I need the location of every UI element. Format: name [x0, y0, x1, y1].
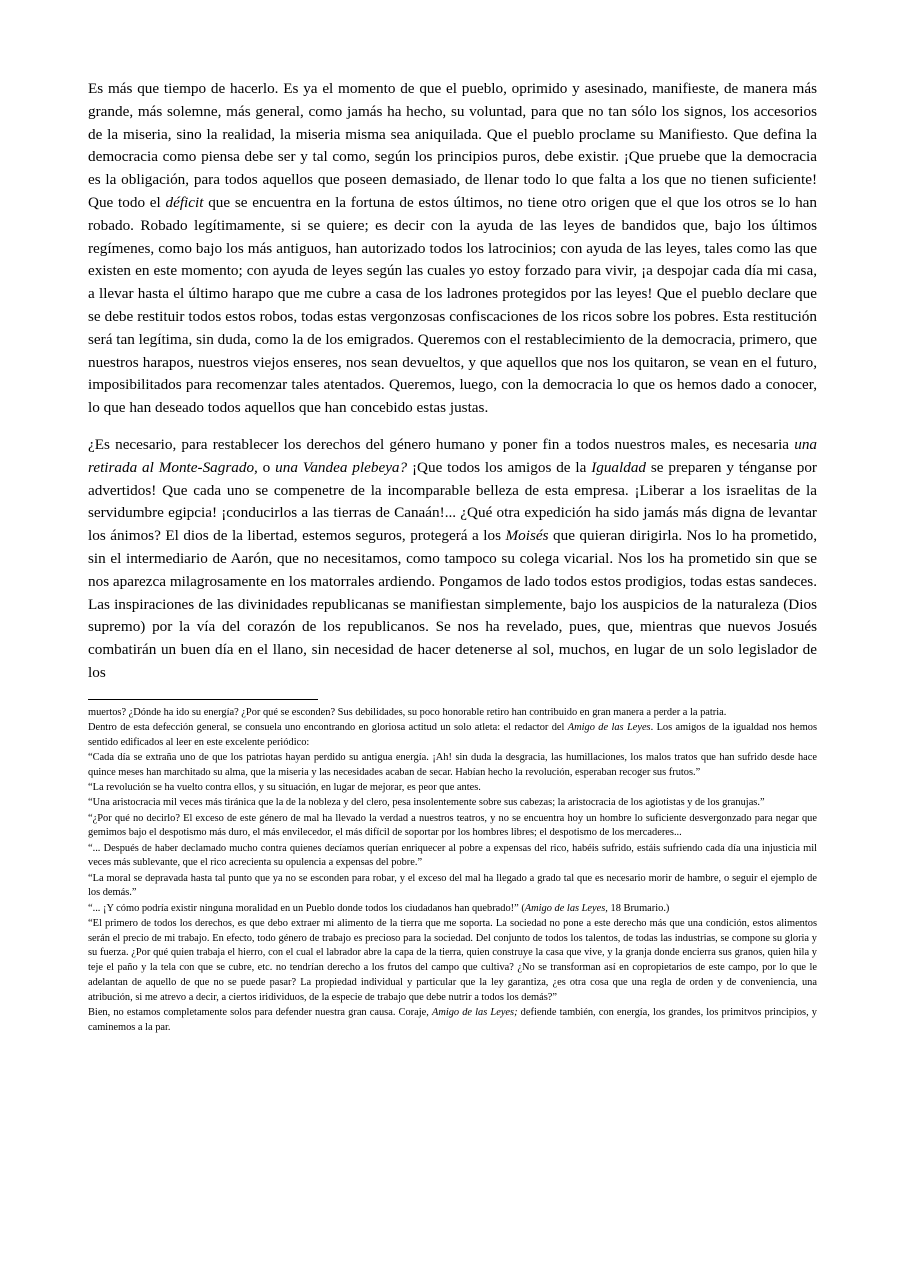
footnote-line: “La moral se depravada hasta tal punto que ya no se esconden para robar, y el exceso del mal ha llegado a grado tal que es necesario morir de hambre, o seguir el ejemplo de los demás.”	[88, 872, 817, 899]
footnote-line: “Una aristocracia mil veces más tiránica que la de la nobleza y del clero, pesa insolentemente sobre sus cabezas; la aristocracia de los agiotistas y de los granujas.”	[88, 797, 765, 809]
footnote-line: “... Después de haber declamado mucho contra quienes decíamos querían enriquecer al pobre a expensas del rico, habéis sufrido, estáis sufriendo cada día una injusticia mil veces más sublevante, que el rico acrecienta su opulencia a expensas del pobre.”	[88, 842, 817, 869]
footnote-separator-rule	[88, 699, 318, 700]
footnote-line: Dentro de esta defección general, se consuela uno encontrando en gloriosa actitud un solo atleta: el redactor del Amigo de las Leyes. Los amigos de la igualdad nos hemos sentido edificados al leer en este excelente periódico:	[88, 721, 818, 748]
footnote-line: “... ¡Y cómo podría existir ninguna moralidad en un Pueblo donde todos los ciudadanos han quebrado!” (Amigo de las Leyes, 18 Brumario.)	[88, 902, 670, 914]
footnote-line: “El primero de todos los derechos, es que debo extraer mi alimento de la tierra que me soporta. La sociedad no pone a este derecho más que una condición, estos alimentos serán el precio de mi trabajo. En efecto, todo género de trabajo es precioso para la sociedad. Del conjunto de todos los talentos, de todas las industrias, se compone su gloria y su fuerza. ¿Por qué quien trabaja el hierro, con el cual el labrador abre la capa de la tierra, quien construye la casa que vive, y la granja donde encierra sus granos, quien hila y teje el paño y la tela con que se cubre, etc. no tendrían derecho a los frutos del campo que cultiva? ¿No se transforman así en copropietarios de este campo, por lo que le adelantan de aquello de que no se puede pasar? La propiedad individual y particular que la ley garantiza, ¿es otra cosa que una regla de orden y de conveniencia, una atribución, si me atrevo a decir, a ciertos iridividuos, de la especie de trabajo que debe nutrir a todos los demás?”	[88, 917, 817, 1003]
footnote-line: “¿Por qué no decirlo? El exceso de este género de mal ha llevado la verdad a nuestros teatros, y no se encuentra hoy un hombre lo suficiente desvergonzado para negar que gemimos bajo el despotismo más duro, el más envilecedor, el más difícil de soportar por los hombres libres; el despotismo de los mercaderes...	[88, 812, 817, 839]
footnote-line: muertos? ¿Dónde ha ido su energía? ¿Por qué se esconden? Sus debilidades, su poco honorable retiro han contribuido en gran manera a perder a la patria.	[88, 706, 727, 718]
paragraph-1: Es más que tiempo de hacerlo. Es ya el momento de que el pueblo, oprimido y asesinado, manifieste, de manera más grande, más solemne, más general, como jamás ha hecho, su voluntad, para que no tan sólo los signos, los accesorios de la miseria, sino la realidad, la miseria misma sea aniquilada. Que el pueblo proclame su Manifiesto. Que defina la democracia como piensa debe ser y tal como, según los principios puros, debe existir. ¡Que pruebe que la democracia es la obligación, para todos aquellos que poseen demasiado, de llenar todo lo que falta a los que no tienen suficiente! Que todo el déficit que se encuentra en la fortuna de estos últimos, no tiene otro origen que el que los otros se lo han robado. Robado legítimamente, si se quiere; es decir con la ayuda de las leyes de bandidos que, bajo los últimos regímenes, como bajo los más antiguos, han autorizado todos los latrocinios; con ayuda de las leyes, tales como las que existen en este momento; con ayuda de leyes según las cuales yo estoy forzado para vivir, ¡a despojar cada día mi casa, a llevar hasta el último harapo que me cubre a casa de los ladrones protegidos por las leyes! Que el pueblo declare que se debe restituir todos estos robos, todas estas vergonzosas confiscaciones de los ricos sobre los pobres. Esta restitución será tan legítima, sin duda, como la de los emigrados. Queremos con el restablecimiento de la democracia, primero, que nuestros harapos, nuestros viejos enseres, nos sean devueltos, y que aquellos que nos los quitaron, se vean en el futuro, imposibilitados para recomenzar tales atentados. Queremos, luego, con la democracia lo que os hemos dado a conocer, lo que han deseado todos aquellos que han concebido estas justas.	[88, 80, 818, 417]
footnote-line: “Cada día se extraña uno de que los patriotas hayan perdido su antigua energía. ¡Ah! sin duda la desgracia, las humillaciones, los malos tratos que han sufrido desde hace quince meses han marchitado su alma, que la miseria y las necesidades acaban de secar. Habían hecho la revolución, esperaban recoger sus frutos.”	[88, 752, 817, 778]
footnote-line: Bien, no estamos completamente solos para defender nuestra gran causa. Coraje, Amigo de las Leyes; defiende también, con energía, los grandes, los primitvos principios, y caminemos a la par.	[88, 1007, 817, 1033]
main-body-text	[88, 78, 817, 685]
footnotes-block	[88, 706, 817, 1036]
paragraph-2: ¿Es necesario, para restablecer los derechos del género humano y poner fin a todos nuestros males, es necesaria una retirada al Monte-Sagrado, o una Vandea plebeya? ¡Que todos los amigos de la Igualdad se preparen y ténganse por advertidos! Que cada uno se compenetre de la incomparable belleza de esta empresa. ¡Liberar a los israelitas de la servidumbre egipcia! ¡conducirlos a las tierras de Canaán!... ¿Qué otra expedición ha sido jamás más digna de levantar los ánimos? El dios de la libertad, estemos seguros, protegerá a los Moisés que quieran dirigirla. Nos lo ha prometido, sin el intermediario de Aarón, que no necesitamos, como tampoco su colega vicarial. Nos los ha prometido sin que se nos aparezca milagrosamente en los matorrales ardiendo. Pongamos de lado todos estos prodigios, todas estas sandeces. Las inspiraciones de las divinidades republicanas se manifiestan simplemente, bajo los auspicios de la naturaleza (Dios supremo) por la vía del corazón de los republicanos. Se nos ha revelado, pues, que, mientras que nuevos Josués combatirán un buen día en el llano, sin necesidad de hacer detenerse al sol, muchos, en lugar de un solo legislador de los	[88, 435, 818, 681]
footnote-line: “La revolución se ha vuelto contra ellos, y su situación, en lugar de mejorar, es peor que antes.	[88, 782, 481, 794]
